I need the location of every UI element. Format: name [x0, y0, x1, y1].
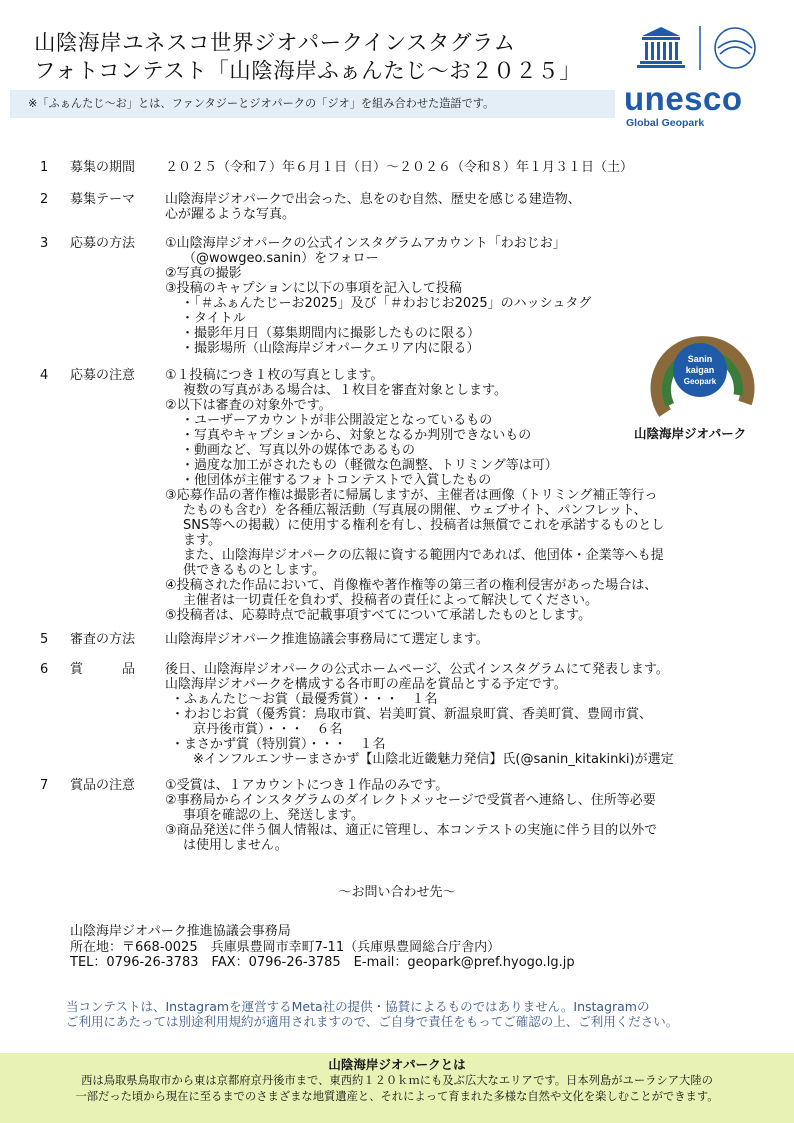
section-line: ②写真の撮影	[165, 266, 242, 281]
section-line: SNS等への掲載）に使用する権利を有し、投稿者は無償でこれを承諾するものとし	[183, 518, 665, 533]
section-line: ・わおじお賞（優秀賞：鳥取市賞、岩美町賞、新温泉町賞、香美町賞、豊岡市賞、	[171, 707, 653, 722]
section-line: ②事務局からインスタグラムのダイレクトメッセージで受賞者へ連絡し、住所等必要	[165, 793, 656, 808]
section-line: 後日、山陰海岸ジオパークの公式ホームページ、公式インスタグラムにて発表します。	[165, 662, 669, 677]
section-body	[165, 778, 775, 853]
section-body	[165, 192, 775, 222]
section-line: ・写真やキャプションから、対象となるか判別できないもの	[181, 428, 532, 443]
section-line: 山陰海岸ジオパークで出会った、息をのむ自然、歴史を感じる建造物、	[165, 192, 581, 207]
section-line: ⑤投稿者は、応募時点で記載事項すべてについて承諾したものとします。	[165, 608, 592, 623]
footer-line-2: 一部だった頃から現在に至るまでのさまざまな地質遺産と、それによって育まれた多様な自然や文化を楽しむことができます。	[75, 1090, 719, 1103]
section-heading: 審査の方法	[70, 632, 136, 647]
section-line: ・他団体が主催するフォトコンテストで入賞したもの	[181, 473, 492, 488]
section-line: （@wowgeo.sanin）をフォロー	[183, 251, 379, 266]
unesco-wordmark: unesco	[624, 80, 743, 117]
sanin-kaigan-geopark-logo	[640, 325, 760, 420]
title-line-2: フォトコンテスト「山陰海岸ふぁんたじ〜お２０２５」	[34, 59, 582, 84]
section-line: ・タイトル	[181, 311, 246, 326]
section-line: ・「＃ふぁんたじーお2025」及び「＃わおじお2025」のハッシュタグ	[181, 296, 592, 311]
section-line: ・ふぁんたじ〜お賞（最優秀賞）・・・ １名	[171, 692, 438, 707]
footer-title: 山陰海岸ジオパークとは	[328, 1057, 466, 1072]
section-line: ・過度な加工がされたもの（軽微な色調整、トリミング等は可）	[181, 458, 558, 473]
section-number: 7	[40, 778, 49, 793]
page-title	[34, 30, 614, 86]
footer-line-1: 西は鳥取県鳥取市から東は京都府京丹後市まで、東西約１２０ｋｍにも及ぶ広大なエリアです。日本列島がユーラシア大陸の	[81, 1074, 713, 1087]
disclaimer-line-1: 当コンテストは、Instagramを運営するMeta社の提供・協賛によるものではありません。Instagramの	[66, 999, 650, 1014]
geopark-globe-icon	[715, 28, 755, 68]
section-line: 事項を確認の上、発送します。	[183, 808, 364, 823]
section-line: は使用しません。	[183, 838, 288, 853]
section-line: ・撮影場所（山陰海岸ジオパークエリア内に限る）	[181, 341, 480, 356]
section-heading: 募集の期間	[70, 160, 136, 175]
contact-tel: TEL：0796-26-3783 FAX：0796-26-3785 E-mail：geopark@pref.hyogo.lg.jp	[70, 955, 575, 970]
section-heading: 賞品の注意	[70, 778, 136, 793]
geopark-about-footer	[0, 1053, 794, 1123]
logo-text-kaigan: kaigan	[685, 365, 715, 375]
section-line: ・まさかず賞（特別賞）・・・ １名	[171, 737, 386, 752]
section-line: ※インフルエンサーまさかず【山陰北近畿魅力発信】氏(@sanin_kitakinki)が選定	[193, 752, 674, 767]
instagram-disclaimer	[66, 999, 678, 1029]
section-heading: 応募の注意	[70, 368, 136, 383]
section-line: ③商品発送に伴う個人情報は、適正に管理し、本コンテストの実施に伴う目的以外で	[165, 823, 658, 838]
section-body	[165, 662, 775, 767]
section-line: ・ユーザーアカウントが非公開設定となっているもの	[181, 413, 493, 428]
logo-text-geopark: Geopark	[683, 377, 717, 386]
section-line: ③応募作品の著作権は撮影者に帰属しますが、主催者は画像（トリミング補正等行っ	[165, 488, 658, 503]
section-body	[165, 632, 775, 647]
section-number: 3	[40, 236, 49, 251]
section-line: ①１投稿につき１枚の写真とします。	[165, 368, 384, 383]
contact-address: 所在地：〒668-0025 兵庫県豊岡市幸町7-11（兵庫県豊岡総合庁舎内）	[70, 939, 501, 955]
section-line: 山陰海岸ジオパーク推進協議会事務局にて選定します。	[165, 632, 489, 647]
section-line: ①山陰海岸ジオパークの公式インスタグラムアカウント「わおじお」	[165, 236, 566, 251]
section-line: ・撮影年月日（募集期間内に撮影したものに限る）	[181, 326, 481, 341]
section-line: ます。	[183, 533, 221, 548]
section-body	[165, 160, 775, 175]
disclaimer-line-2: ご利用にあたっては別途利用規約が適用されますので、ご自身で責任をもってご確認の上、ご利用ください。	[66, 1014, 679, 1029]
contact-heading: 〜お問い合わせ先〜	[338, 885, 456, 900]
section-line: 主催者は一切責任を負わず、投稿者の責任によって解決してください。	[183, 593, 598, 608]
coinage-note: ※「ふぁんたじ〜お」とは、ファンタジーとジオパークの「ジオ」を組み合わせた造語です。	[10, 90, 615, 118]
section-heading: 募集テーマ	[70, 192, 136, 207]
section-line: 心が躍るような写真。	[165, 207, 296, 222]
section-line: また、山陰海岸ジオパークの広報に資する範囲内であれば、他団体・企業等へも提	[183, 548, 664, 563]
section-line: 複数の写真がある場合は、１枚目を審査対象とします。	[183, 383, 507, 398]
geopark-logo-name: 山陰海岸ジオパーク	[634, 426, 747, 441]
title-line-1: 山陰海岸ユネスコ世界ジオパークインスタグラム	[34, 31, 516, 56]
section-line: ②以下は審査の対象外です。	[165, 398, 332, 413]
logo-text-sanin: Sanin	[687, 354, 713, 364]
section-heading: 応募の方法	[70, 236, 136, 251]
contact-block	[70, 924, 575, 971]
section-number: 6	[40, 662, 49, 677]
section-line: ２０２５（令和７）年６月１日（日）〜２０２６（令和８）年１月３１日（土）	[165, 160, 634, 175]
section-number: 5	[40, 632, 49, 647]
section-line: ・動画など、写真以外の媒体であるもの	[181, 443, 416, 458]
contact-org: 山陰海岸ジオパーク推進協議会事務局	[70, 924, 291, 939]
section-heading: 賞 品	[70, 662, 136, 677]
section-line: ③投稿のキャプションに以下の事項を記入して投稿	[165, 281, 462, 296]
section-line: たものも含む）を各種広報活動（写真展の開催、ウェブサイト、パンフレット、	[183, 503, 647, 518]
unesco-subtitle: Global Geopark	[626, 117, 705, 129]
section-line: 山陰海岸ジオパークを構成する各市町の産品を賞品とする予定です。	[165, 677, 567, 692]
section-number: 4	[40, 368, 49, 383]
section-line: ①受賞は、１アカウントにつき１作品のみです。	[165, 778, 449, 793]
section-line: 京丹後市賞）・・・ ６名	[193, 722, 343, 737]
section-line: 供できるものとします。	[183, 563, 325, 578]
section-number: 1	[40, 160, 49, 175]
temple-icon	[637, 27, 685, 68]
section-number: 2	[40, 192, 49, 207]
section-line: ④投稿された作品において、肖像権や著作権等の第三者の権利侵害があった場合は、	[165, 578, 658, 593]
